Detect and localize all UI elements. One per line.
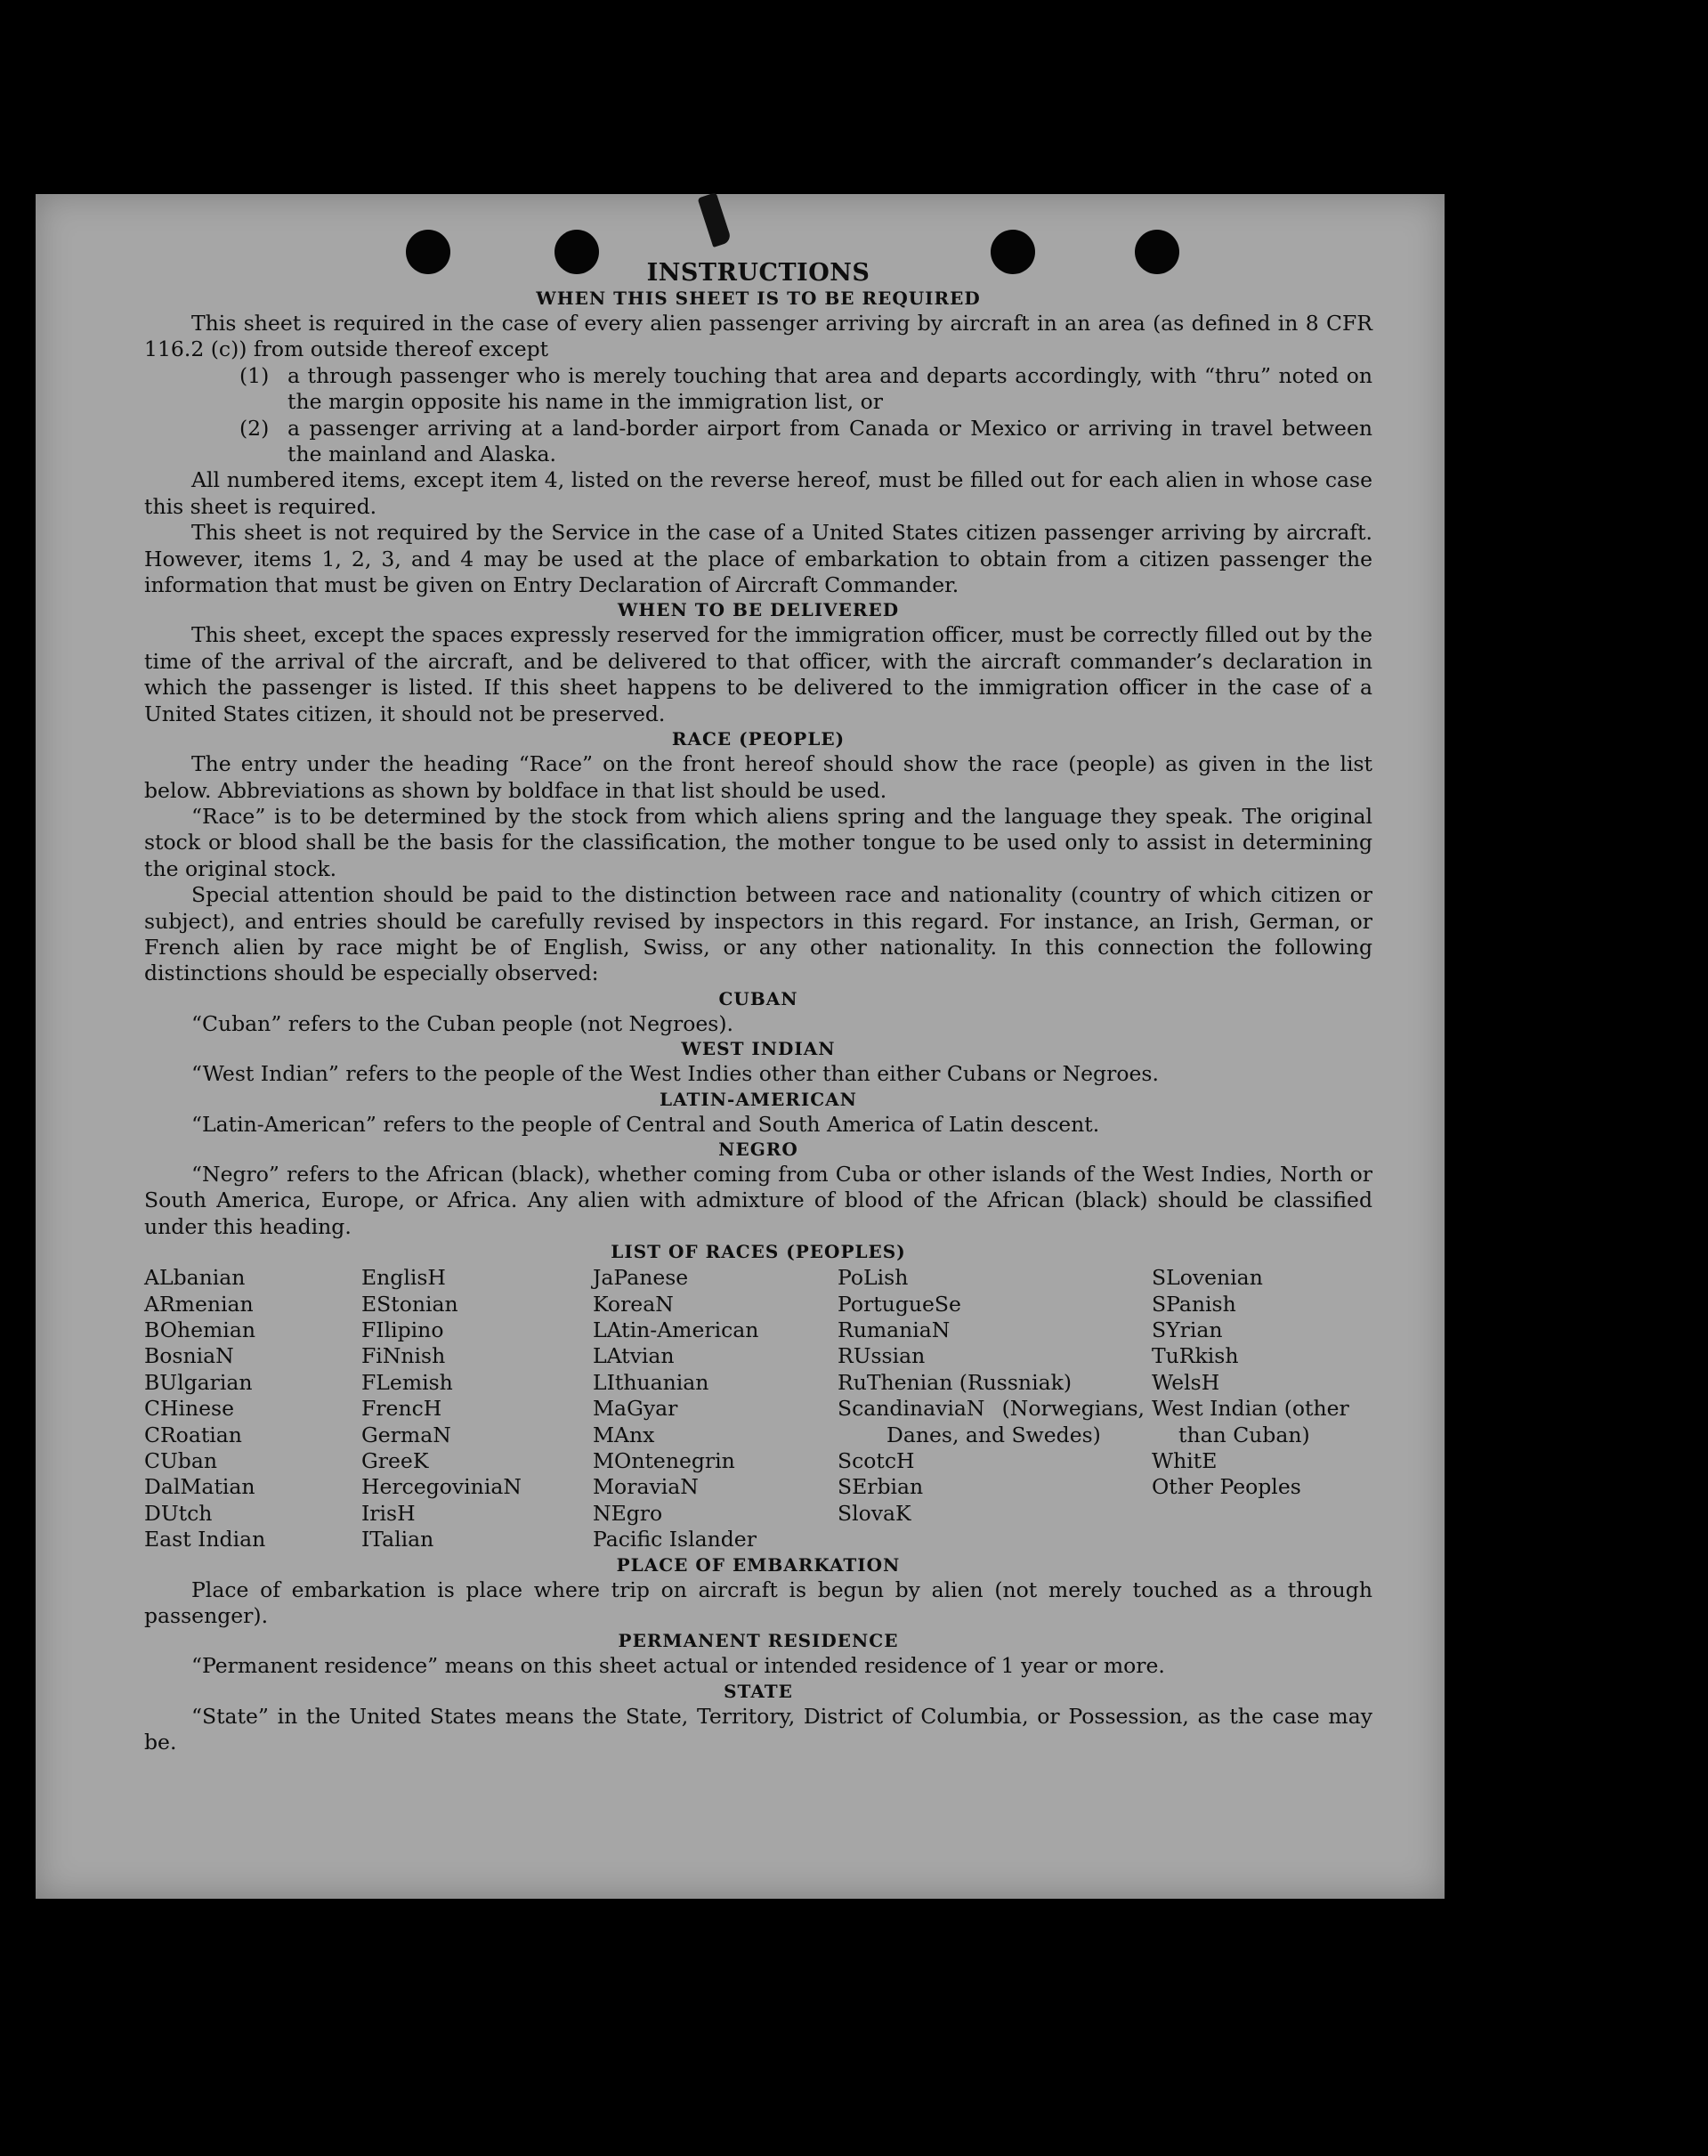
race-entry: IrisH	[361, 1500, 416, 1526]
race-entry: WelsH	[1152, 1369, 1220, 1395]
section-heading: NEGRO	[718, 1138, 798, 1160]
race-entry: Pacific Islander	[593, 1527, 757, 1552]
section-heading: CUBAN	[718, 987, 798, 1009]
race-entry: FiNnish	[361, 1343, 446, 1369]
race-entry: MAnx	[593, 1422, 655, 1447]
race-entry: FLemish	[361, 1369, 453, 1395]
race-entry: West Indian (other than Cuban)	[1152, 1396, 1349, 1447]
race-entry: SLovenian	[1152, 1265, 1263, 1291]
list-item	[144, 416, 1372, 468]
race-entry: ALbanian	[144, 1265, 246, 1291]
races-column	[838, 1265, 1152, 1552]
race-entry: RUssian	[838, 1343, 926, 1369]
race-entry: ScotcH	[838, 1448, 915, 1474]
race-entry: SPanish	[1152, 1291, 1236, 1317]
paragraph: The entry under the heading “Race” on the front hereof should show the race (people) as given in the list below. Abbreviations as shown by boldface in that list should be used.	[144, 751, 1372, 803]
race-entry: JaPanese	[593, 1265, 689, 1291]
paragraph: Special attention should be paid to the distinction between race and nationality (country of which citizen or subject), and entries should be carefully revised by inspectors in this regard. For instance, an Irish, German, or French alien by race might be of English, Swiss, or any other nationality. In this connection the following distinctions should be especially observed:	[144, 882, 1372, 986]
race-entry: MOntenegrin	[593, 1448, 735, 1474]
race-entry: KoreaN	[593, 1291, 674, 1317]
races-column	[1152, 1265, 1372, 1552]
race-entry: GermaN	[361, 1422, 451, 1447]
section-heading: LATIN-AMERICAN	[660, 1088, 857, 1110]
race-entry: FrencH	[361, 1396, 442, 1422]
race-entry: LIthuanian	[593, 1369, 709, 1395]
races-list	[144, 1265, 1372, 1552]
section-heading: STATE	[724, 1680, 793, 1702]
race-entry: East Indian	[144, 1527, 266, 1552]
race-entry: GreeK	[361, 1448, 429, 1474]
paragraph: “Latin-American” refers to the people of Central and South America of Latin descent.	[191, 1111, 1100, 1137]
paragraph: Place of embarkation is place where trip on aircraft is begun by alien (not merely touched as a through passenger).	[144, 1576, 1372, 1629]
item-number: (1)	[239, 362, 270, 388]
race-entry: HercegoviniaN	[361, 1474, 522, 1500]
paragraph: “West Indian” refers to the people of the West Indies other than either Cubans or Negroes.	[191, 1061, 1159, 1087]
race-entry: PortugueSe	[838, 1291, 961, 1317]
race-entry: SYrian	[1152, 1317, 1223, 1342]
race-entry: MoraviaN	[593, 1474, 699, 1500]
race-entry: ScandinaviaN (Norwegians, Danes, and Swedes)	[838, 1396, 1145, 1447]
races-column	[144, 1265, 361, 1552]
race-entry: LAtvian	[593, 1343, 675, 1369]
race-entry: ITalian	[361, 1527, 434, 1552]
paragraph: This sheet, except the spaces expressly reserved for the immigration officer, must be correctly filled out by the time of the arrival of the aircraft, and be delivered to that officer, with the aircraft commander’s declaration in which the passenger is listed. If this sheet happens to be delivered to the immigration officer in the case of a United States citizen, it should not be preserved.	[144, 622, 1372, 726]
race-entry: LAtin-American	[593, 1317, 759, 1342]
paragraph: “Cuban” refers to the Cuban people (not Negroes).	[191, 1010, 734, 1036]
section-heading: PERMANENT RESIDENCE	[618, 1630, 899, 1652]
race-entry: SErbian	[838, 1474, 924, 1500]
item-text: a through passenger who is merely touching that area and departs accordingly, with “thru” noted on the margin opposite his name in the immigration list, or	[287, 362, 1372, 415]
race-entry: BosniaN	[144, 1343, 234, 1369]
paragraph: All numbered items, except item 4, listed on the reverse hereof, must be filled out for each alien in whose case this sheet is required.	[144, 467, 1372, 519]
paragraph: “Negro” refers to the African (black), whether coming from Cuba or other islands of the West Indies, North or South America, Europe, or Africa. Any alien with admixture of blood of the African (black) should be classified under this heading.	[144, 1161, 1372, 1239]
race-entry: Other Peoples	[1152, 1474, 1301, 1500]
item-text: a passenger arriving at a land-border airport from Canada or Mexico or arriving in travel between the mainland and Alaska.	[287, 415, 1372, 467]
page-title: INSTRUCTIONS	[646, 259, 870, 287]
race-entry: EnglisH	[361, 1265, 446, 1291]
race-entry: CHinese	[144, 1396, 234, 1422]
race-entry: MaGyar	[593, 1396, 678, 1422]
race-entry: SlovaK	[838, 1500, 911, 1526]
race-entry: BUlgarian	[144, 1369, 253, 1395]
paragraph: This sheet is not required by the Service in the case of a United States citizen passenger arriving by aircraft. However, items 1, 2, 3, and 4 may be used at the place of embarkation to obtain from a citizen passenger the information that must be given on Entry Declaration of Aircraft Commander.	[144, 520, 1372, 598]
race-entry: DalMatian	[144, 1474, 255, 1500]
race-entry: EStonian	[361, 1291, 458, 1317]
paragraph: This sheet is required in the case of every alien passenger arriving by aircraft in an area (as defined in 8 CFR 116.2 (c)) from outside thereof except	[144, 311, 1372, 362]
paragraph: “State” in the United States means the State, Territory, District of Columbia, or Possession, as the case may be.	[144, 1703, 1372, 1755]
section-heading: LIST OF RACES (PEOPLES)	[611, 1241, 906, 1263]
section-heading: WHEN THIS SHEET IS TO BE REQUIRED	[536, 288, 981, 309]
race-entry: CRoatian	[144, 1422, 242, 1447]
list-item	[144, 363, 1372, 416]
race-entry: FIlipino	[361, 1317, 444, 1342]
race-entry: TuRkish	[1152, 1343, 1239, 1369]
race-entry: NEgro	[593, 1500, 663, 1526]
section-heading: WEST INDIAN	[681, 1038, 836, 1060]
section-heading: RACE (PEOPLE)	[671, 728, 846, 750]
race-entry: RuThenian (Russniak)	[838, 1369, 1072, 1395]
paragraph: “Race” is to be determined by the stock from which aliens spring and the language they speak. The original stock or blood shall be the basis for the classification, the mother tongue to be used only to assist in determining the original stock.	[144, 803, 1372, 881]
races-column	[593, 1265, 838, 1552]
paragraph: “Permanent residence” means on this sheet actual or intended residence of 1 year or more.	[191, 1653, 1165, 1679]
instructions-text	[144, 260, 1372, 1756]
race-entry: PoLish	[838, 1265, 909, 1291]
race-entry: CUban	[144, 1448, 217, 1474]
race-entry: RumaniaN	[838, 1317, 951, 1342]
section-heading: PLACE OF EMBARKATION	[616, 1553, 901, 1576]
race-entry: DUtch	[144, 1500, 213, 1526]
section-heading: WHEN TO BE DELIVERED	[617, 599, 900, 621]
races-column	[361, 1265, 593, 1552]
race-entry: ARmenian	[144, 1291, 254, 1317]
race-entry: WhitE	[1152, 1448, 1218, 1474]
race-entry: BOhemian	[144, 1317, 255, 1342]
item-number: (2)	[239, 415, 270, 441]
